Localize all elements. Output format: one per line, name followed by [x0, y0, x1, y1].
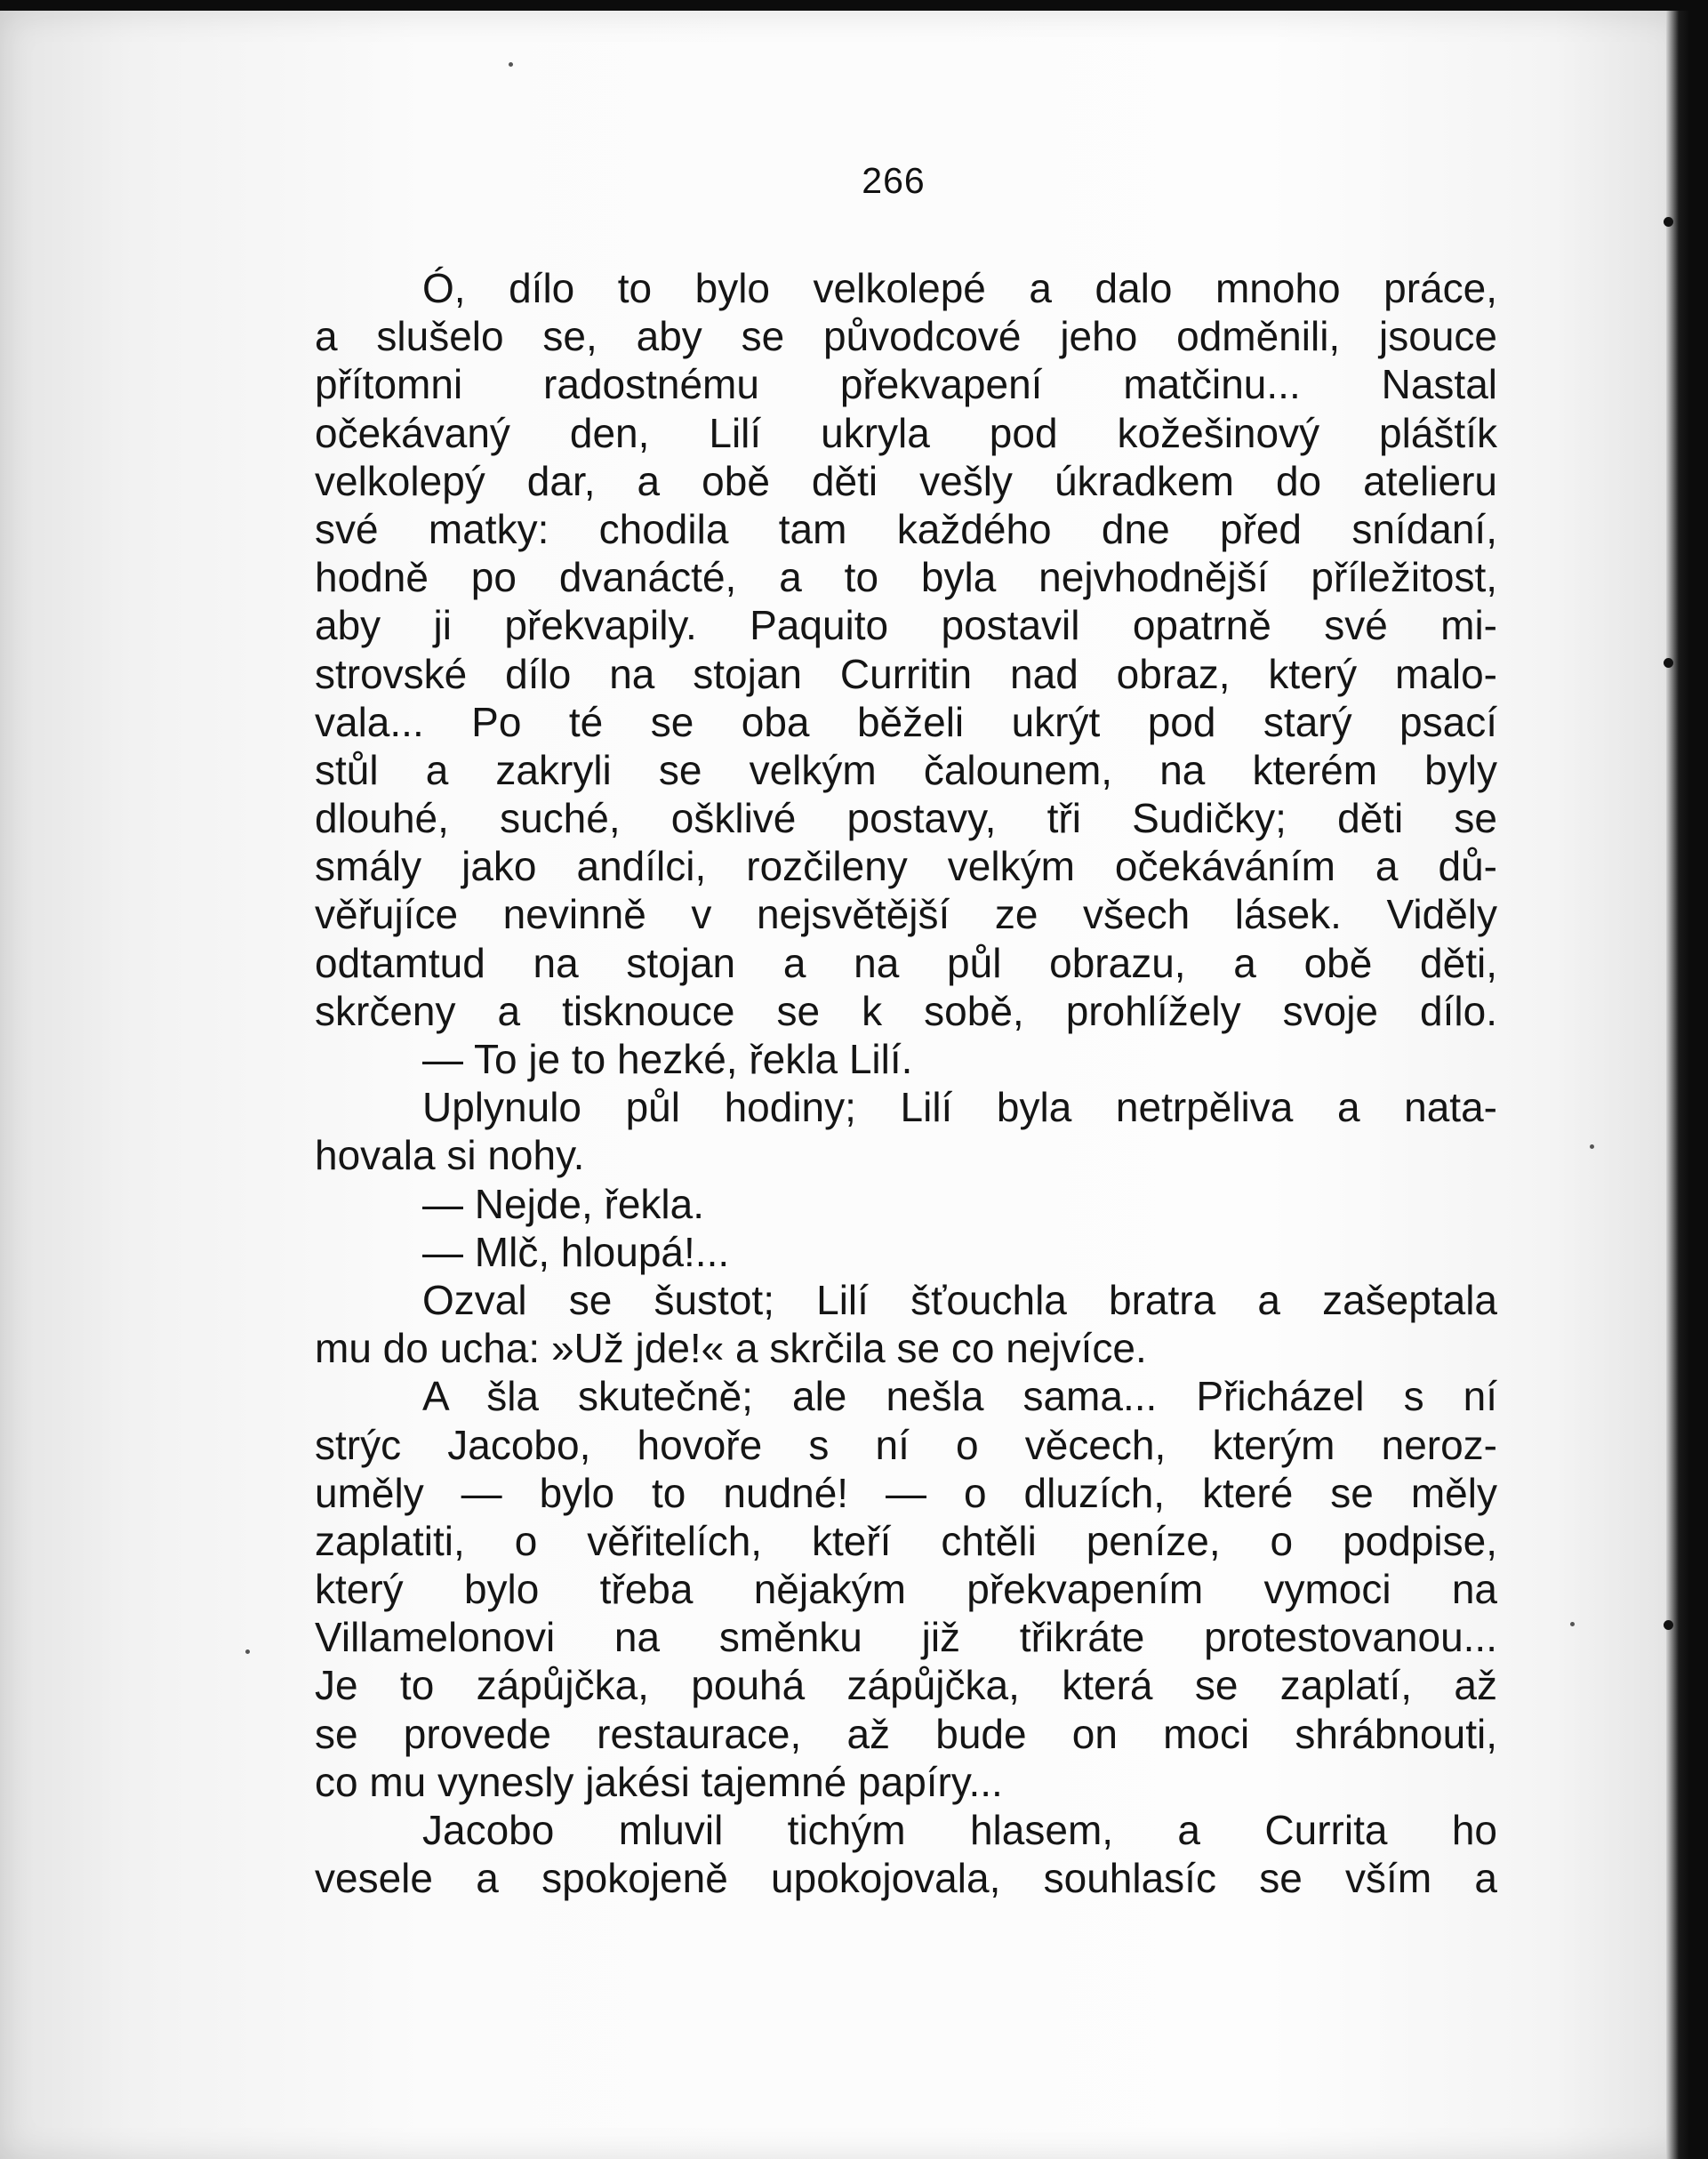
text-line: věřujíce nevinně v nejsvětější ze všech lásek. Viděly — [315, 891, 1497, 938]
text-line: vesele a spokojeně upokojovala, souhlasíc se vším a — [315, 1855, 1497, 1902]
text-line: Uplynulo půl hodiny; Lilí byla netrpěliva a nata- — [422, 1084, 1497, 1131]
page-number: 266 — [862, 160, 926, 201]
text-line: A šla skutečně; ale nešla sama... Přicházel s ní — [422, 1373, 1497, 1420]
text-line: hodně po dvanácté, a to byla nejvhodnější příležitost, — [315, 554, 1497, 601]
text-line: Ó, dílo to bylo velkolepé a dalo mnoho práce, — [422, 265, 1497, 311]
binding-mark — [1664, 1620, 1673, 1630]
text-line: Villamelonovi na směnku již třikráte protestovanou... — [315, 1614, 1497, 1661]
text-line: mu do ucha: »Už jde!« a skrčila se co nejvíce. — [315, 1325, 1147, 1372]
text-line: přítomni radostnému překvapení matčinu... Nastal — [315, 361, 1497, 408]
scanned-page — [0, 11, 1689, 2159]
text-line: co mu vynesly jakési tajemné papíry... — [315, 1758, 1003, 1805]
text-line: — Mlč, hloupá!... — [422, 1228, 730, 1275]
text-line: a slušelo se, aby se původcové jeho odměnili, jsouce — [315, 313, 1497, 360]
text-line: smály jako andílci, rozčileny velkým očekáváním a dů- — [315, 843, 1497, 890]
text-line: hovala si nohy. — [315, 1132, 585, 1179]
text-line: Jacobo mluvil tichým hlasem, a Currita ho — [422, 1807, 1497, 1853]
text-line: se provede restaurace, až bude on moci shrábnouti, — [315, 1710, 1497, 1757]
dust-speck — [245, 1649, 250, 1654]
body-text — [315, 264, 1497, 1902]
binding-mark — [1664, 217, 1673, 227]
text-line: aby ji překvapily. Paquito postavil opatrně své mi- — [315, 602, 1497, 649]
text-line: své matky: chodila tam každého dne před snídaní, — [315, 505, 1497, 552]
text-line: stůl a zakryli se velkým čalounem, na kterém byly — [315, 746, 1497, 793]
text-line: skrčeny a tisknouce se k sobě, prohlížely svoje dílo. — [315, 987, 1497, 1034]
text-line: vala... Po té se oba běželi ukrýt pod starý psací — [315, 698, 1497, 745]
text-line: strovské dílo na stojan Curritin nad obraz, který malo- — [315, 650, 1497, 697]
text-line: strýc Jacobo, hovoře s ní o věcech, kterým neroz- — [315, 1421, 1497, 1468]
text-line: který bylo třeba nějakým překvapením vymoci na — [315, 1566, 1497, 1613]
text-line: očekávaný den, Lilí ukryla pod kožešinový pláštík — [315, 409, 1497, 456]
dust-speck — [509, 62, 513, 67]
binding-edge — [1666, 11, 1689, 2159]
text-line: Je to zápůjčka, pouhá zápůjčka, která se zaplatí, až — [315, 1662, 1497, 1709]
text-line: velkolepý dar, a obě děti vešly úkradkem do atelieru — [315, 457, 1497, 504]
text-line: — To je to hezké, řekla Lilí. — [422, 1036, 913, 1082]
text-line: zaplatiti, o věřitelích, kteří chtěli peníze, o podpise, — [315, 1517, 1497, 1564]
text-line: — Nejde, řekla. — [422, 1180, 705, 1227]
text-line: odtamtud na stojan a na půl obrazu, a obě děti, — [315, 939, 1497, 986]
dust-speck — [1590, 1144, 1594, 1149]
text-line: uměly — bylo to nudné! — o dluzích, které se měly — [315, 1469, 1497, 1516]
text-line: dlouhé, suché, ošklivé postavy, tři Sudičky; děti se — [315, 795, 1497, 842]
text-line: Ozval se šustot; Lilí šťouchla bratra a zašeptala — [422, 1276, 1497, 1323]
dust-speck — [1570, 1622, 1575, 1626]
binding-mark — [1664, 658, 1673, 668]
